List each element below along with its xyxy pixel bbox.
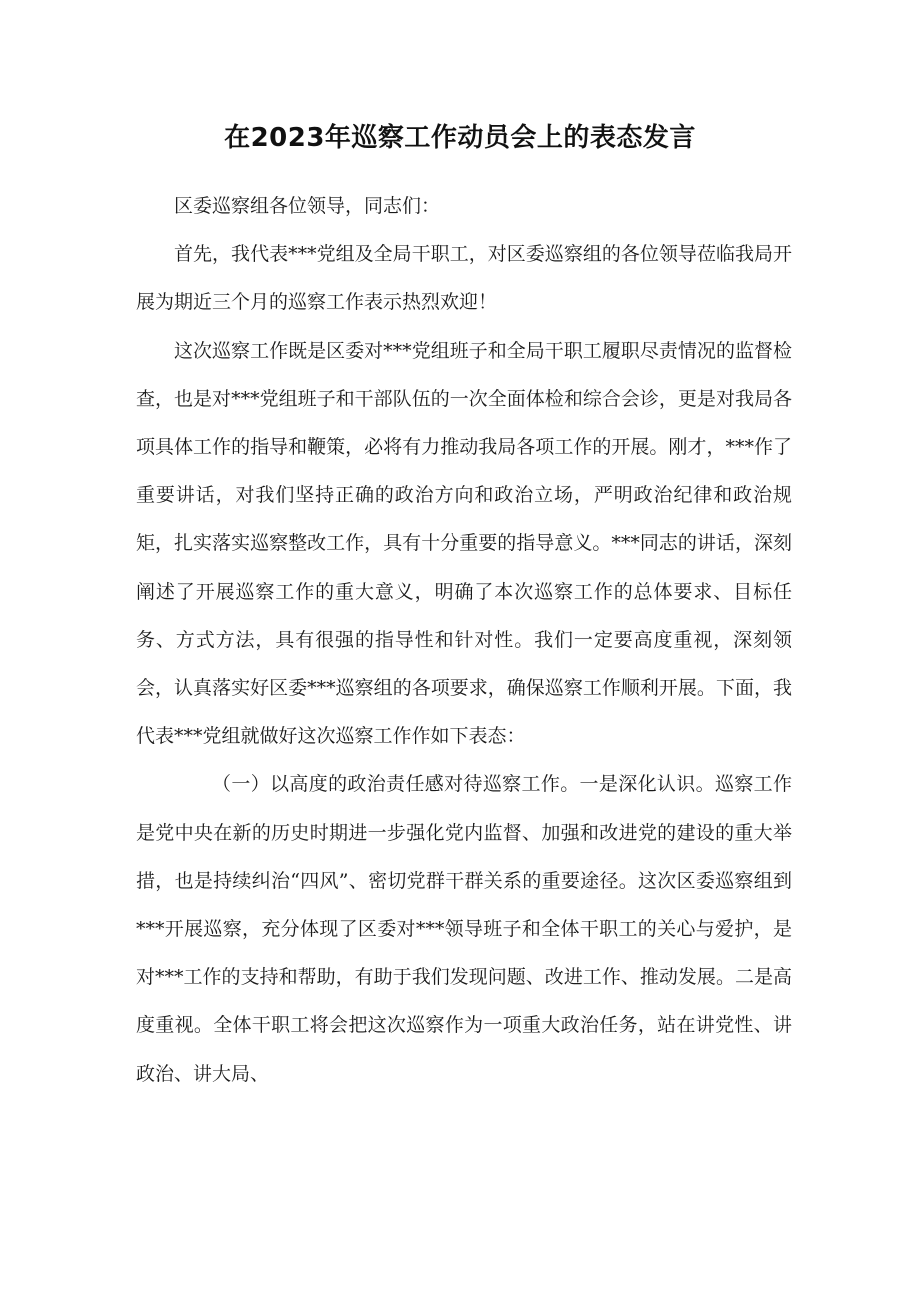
overview-paragraph: 这次巡察工作既是区委对***党组班子和全局干职工履职尽责情况的监督检查，也是对***党组班子和干部队伍的一次全面体检和综合会诊，更是对我局各项具体工作的指导和鞭策，必将有力推动我局各项工作的开展。刚才，***作了重要讲话，对我们坚持正确的政治方向和政治立场，严明政治纪律和政治规矩，扎实落实巡察整改工作，具有十分重要的指导意义。***同志的讲话，深刻阐述了开展巡察工作的重大意义，明确了本次巡察工作的总体要求、目标任务、方式方法，具有很强的指导性和针对性。我们一定要高度重视，深刻领会，认真落实好区委***巡察组的各项要求，确保巡察工作顺利开展。下面，我代表***党组就做好这次巡察工作作如下表态： xyxy=(136,339,792,748)
welcome-paragraph: 首先，我代表***党组及全局干职工，对区委巡察组的各位领导莅临我局开展为期近三个月的巡察工作表示热烈欢迎！ xyxy=(136,243,792,314)
section-one-paragraph: （一）以高度的政治责任感对待巡察工作。一是深化认识。巡察工作是党中央在新的历史时期进一步强化党内监督、加强和改进党的建设的重大举措，也是持续纠治“四风”、密切党群干群关系的重要途径。这次区委巡察组到***开展巡察，充分体现了区委对***领导班子和全体干职工的关心与爱护，是对***工作的支持和帮助，有助于我们发现问题、改进工作、推动发展。二是高度重视。全体干职工将会把这次巡察作为一项重大政治任务，站在讲党性、讲政治、讲大局、 xyxy=(136,773,792,1085)
salutation-paragraph: 区委巡察组各位领导，同志们： xyxy=(174,195,441,217)
document-body xyxy=(136,150,792,1098)
document-title: 在2023年巡察工作动员会上的表态发言 xyxy=(224,123,696,153)
